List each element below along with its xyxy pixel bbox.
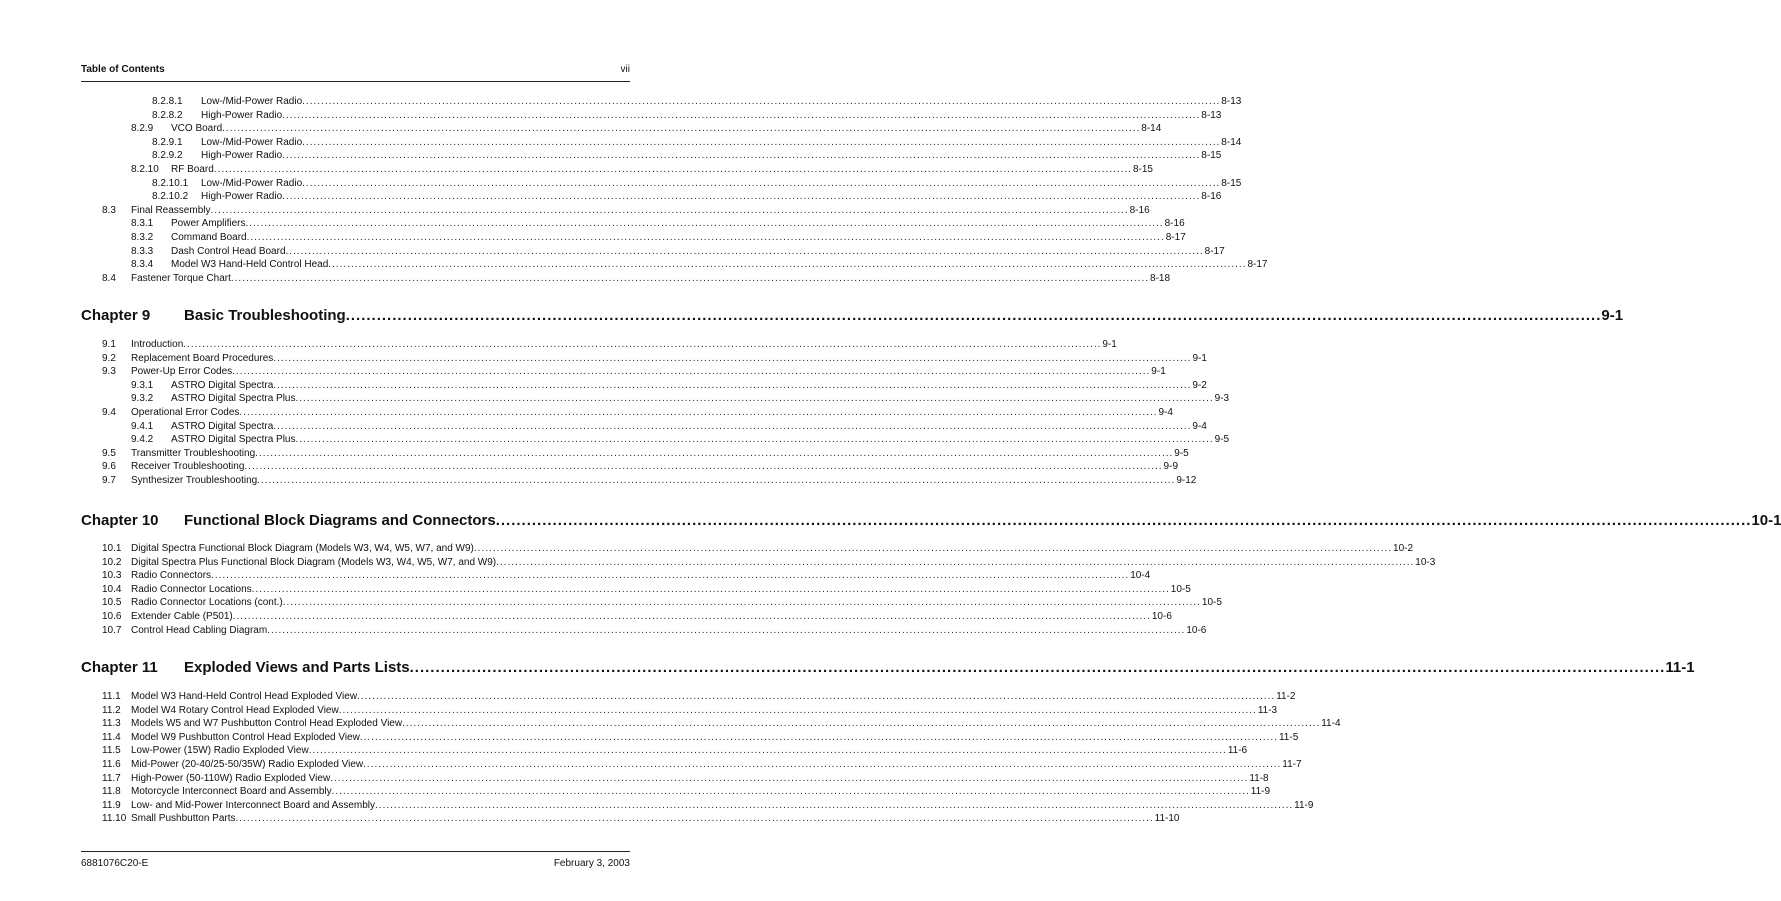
toc-entry[interactable] [0, 352, 1207, 366]
toc-entry-title: Digital Spectra Functional Block Diagram (Models W3, W4, W5, W7, and W9) [131, 543, 474, 554]
toc-entry-number: 10.7 [102, 624, 122, 636]
toc-entry[interactable] [0, 245, 1225, 259]
toc-entry-page: 10-5 [1201, 597, 1222, 609]
toc-entry-title: ASTRO Digital Spectra Plus [171, 434, 296, 446]
toc-entry[interactable] [0, 758, 1302, 772]
toc-entry-number: 10.5 [102, 597, 122, 609]
toc-leader: ................................................................................................................................................................................................................................................... [295, 434, 1214, 446]
toc-entry-page: 8-16 [1129, 204, 1150, 216]
toc-entry[interactable] [0, 163, 1153, 177]
toc-leader: ................................................................................................................................................................................................................................................... [302, 177, 1221, 189]
toc-entry-title: Operational Error Codes [131, 407, 240, 418]
toc-entry[interactable] [0, 258, 1268, 272]
toc-entry-title: High-Power (50-110W) Radio Exploded View [131, 772, 331, 784]
toc-entry-page: 11-8 [1249, 772, 1269, 784]
toc-entry-page: 11-10 [1154, 813, 1180, 825]
toc-leader: ................................................................................................................................................................................................................................................... [375, 799, 1294, 811]
toc-entry-number: 8.2.9 [131, 123, 154, 135]
toc-entry[interactable] [0, 379, 1207, 393]
toc-entry-title: Synthesizer Troubleshooting [131, 475, 258, 486]
toc-entry-number: 8.2.10 [131, 164, 159, 175]
toc-leader: ................................................................................................................................................................................................................................................... [495, 512, 1752, 529]
toc-entry-number: 11.5 [102, 745, 121, 757]
toc-entry[interactable] [0, 785, 1271, 799]
toc-entry-page: 8-18 [1150, 272, 1171, 284]
toc-entry-page: 9-1 [1102, 339, 1117, 350]
toc-entry-title: ASTRO Digital Spectra [171, 420, 274, 432]
toc-entry[interactable] [0, 420, 1207, 434]
toc-entry-number: 9.1 [102, 339, 116, 350]
toc-entry[interactable] [0, 583, 1191, 597]
toc-leader: ................................................................................................................................................................................................................................................... [328, 259, 1247, 271]
toc-entry-number: 11.10 [102, 813, 127, 825]
toc-entry-title: Control Head Cabling Diagram [131, 624, 268, 636]
toc-entry-number: 8.3.3 [131, 245, 154, 257]
toc-entry-page: 11-5 [1278, 731, 1299, 743]
toc-entry-page: 11-9 [1250, 786, 1271, 798]
toc-entry-title: Model W9 Pushbutton Control Head Exploded View [131, 731, 360, 743]
chapter-title: Basic Troubleshooting [184, 307, 346, 324]
toc-entry-page: 11-2 [1276, 691, 1296, 702]
toc-entry-title: Introduction [131, 339, 184, 350]
toc-leader: ................................................................................................................................................................................................................................................... [235, 813, 1154, 825]
chapter-label: Chapter 10 [81, 512, 159, 529]
toc-entry-number: 9.4.1 [131, 420, 154, 432]
toc-leader: ................................................................................................................................................................................................................................................... [222, 123, 1141, 135]
page-header [81, 64, 630, 80]
toc-entry-page: 11-3 [1257, 704, 1278, 716]
toc-entry-number: 9.4.2 [131, 434, 154, 446]
toc-leader: ................................................................................................................................................................................................................................................... [496, 556, 1415, 568]
toc-entry-number: 8.2.10.2 [152, 191, 189, 203]
toc-leader: ................................................................................................................................................................................................................................................... [244, 461, 1163, 473]
toc-entry-title: ASTRO Digital Spectra Plus [171, 393, 296, 405]
toc-entry[interactable] [0, 109, 1222, 123]
toc-entry-page: 10-6 [1186, 624, 1207, 636]
toc-entry[interactable] [0, 596, 1222, 610]
toc-entry-title: Receiver Troubleshooting [131, 461, 245, 473]
toc-entry[interactable] [0, 610, 1172, 624]
toc-leader: ................................................................................................................................................................................................................................................... [245, 218, 1164, 230]
toc-leader: ................................................................................................................................................................................................................................................... [357, 691, 1276, 702]
toc-leader: ................................................................................................................................................................................................................................................... [473, 543, 1393, 554]
toc-entry-page: 11-7 [1282, 759, 1302, 770]
toc-entry-number: 9.3.1 [131, 379, 154, 391]
toc-entry[interactable] [0, 624, 1207, 638]
toc-entry-title: Dash Control Head Board [171, 245, 286, 257]
toc-leader: ................................................................................................................................................................................................................................................... [285, 245, 1204, 257]
header-rule [81, 81, 630, 82]
toc-entry[interactable] [0, 338, 1117, 352]
toc-entry-page: 9-3 [1214, 393, 1230, 405]
toc-entry-number: 10.4 [102, 583, 122, 595]
toc-leader: ................................................................................................................................................................................................................................................... [330, 772, 1249, 784]
toc-leader: ................................................................................................................................................................................................................................................... [273, 352, 1192, 364]
toc-entry[interactable] [0, 474, 1197, 488]
toc-leader: ................................................................................................................................................................................................................................................... [402, 718, 1321, 730]
toc-leader: ................................................................................................................................................................................................................................................... [295, 393, 1214, 405]
toc-entry-page: 9-1 [1192, 352, 1207, 364]
toc-entry-page: 8-16 [1201, 191, 1222, 203]
toc-entry-number: 9.4 [102, 407, 116, 418]
toc-entry[interactable] [0, 272, 1171, 286]
toc-entry-number: 9.7 [102, 475, 116, 486]
toc-entry[interactable] [0, 136, 1242, 150]
toc-entry-number: 8.4 [102, 272, 116, 284]
toc-entry-page: 8-17 [1165, 232, 1186, 243]
toc-entry-page: 9-2 [1192, 379, 1207, 391]
toc-entry-page: 9-1 [1151, 366, 1166, 378]
toc-entry[interactable] [0, 542, 1414, 556]
toc-entry-page: 8-15 [1221, 177, 1242, 189]
toc-leader: ................................................................................................................................................................................................................................................... [213, 164, 1132, 175]
toc-entry-title: Extender Cable (P501) [131, 611, 233, 622]
toc-entry-page: 10-2 [1393, 543, 1414, 554]
toc-entry-title: Power Amplifiers [171, 218, 246, 230]
toc-entry-title: Small Pushbutton Parts [131, 813, 236, 825]
toc-entry[interactable] [0, 406, 1173, 420]
toc-entry[interactable] [0, 704, 1278, 718]
toc-entry-number: 10.3 [102, 570, 122, 582]
toc-entry[interactable] [0, 122, 1162, 136]
toc-leader: ................................................................................................................................................................................................................................................... [331, 786, 1250, 798]
toc-entry-number: 8.3 [102, 204, 116, 216]
toc-entry-page: 8-15 [1201, 150, 1222, 162]
toc-entry-title: RF Board [171, 164, 214, 175]
toc-entry-title: Low- and Mid-Power Interconnect Board and Assembly [131, 799, 376, 811]
toc-entry-title: Model W3 Hand-Held Control Head [171, 259, 329, 271]
toc-entry[interactable] [0, 365, 1166, 379]
toc-entry-title: Radio Connectors [131, 570, 212, 582]
toc-entry-page: 9-4 [1158, 407, 1173, 418]
toc-leader: ................................................................................................................................................................................................................................................... [282, 150, 1201, 162]
chapter-label: Chapter 9 [81, 307, 151, 324]
toc-leader: ................................................................................................................................................................................................................................................... [232, 366, 1151, 378]
toc-entry-page: 10-3 [1415, 556, 1436, 568]
toc-entry[interactable] [0, 204, 1150, 218]
chapter-label: Chapter 11 [81, 659, 158, 676]
toc-leader: ................................................................................................................................................................................................................................................... [267, 624, 1186, 636]
toc-entry-page: 9-4 [1192, 420, 1207, 432]
toc-leader: ................................................................................................................................................................................................................................................... [345, 307, 1602, 324]
toc-leader: ................................................................................................................................................................................................................................................... [308, 745, 1227, 757]
toc-entry[interactable] [0, 433, 1230, 447]
toc-entry-title: Command Board [171, 232, 247, 243]
toc-leader: ................................................................................................................................................................................................................................................... [251, 583, 1170, 595]
chapter-title: Exploded Views and Parts Lists [184, 659, 410, 676]
toc-entry[interactable] [0, 569, 1151, 583]
toc-entry-title: Mid-Power (20-40/25-50/35W) Radio Exploded View [131, 759, 364, 770]
toc-entry[interactable] [0, 744, 1248, 758]
toc-entry-page: 8-17 [1247, 259, 1268, 271]
toc-entry-title: High-Power Radio [201, 191, 283, 203]
toc-entry-title: Low-/Mid-Power Radio [201, 96, 303, 107]
toc-entry[interactable] [0, 447, 1189, 461]
header-title: Table of Contents [81, 64, 165, 75]
toc-entry-title: Radio Connector Locations (cont.) [131, 597, 283, 609]
toc-entry-page: 8-13 [1221, 96, 1242, 107]
chapter-title: Functional Block Diagrams and Connectors [184, 512, 496, 529]
toc-entry-number: 11.9 [102, 799, 121, 811]
toc-entry[interactable] [0, 190, 1222, 204]
toc-leader: ................................................................................................................................................................................................................................................... [273, 420, 1192, 432]
toc-entry[interactable] [0, 95, 1242, 109]
toc-entry-number: 11.6 [102, 759, 121, 770]
chapter-page: 10-1 [1751, 512, 1781, 529]
toc-entry-title: VCO Board [171, 123, 223, 135]
toc-entry-title: Radio Connector Locations [131, 583, 252, 595]
toc-leader: ................................................................................................................................................................................................................................................... [359, 731, 1278, 743]
toc-entry-page: 9-5 [1174, 447, 1189, 459]
toc-entry-title: Low-/Mid-Power Radio [201, 177, 303, 189]
toc-entry[interactable] [0, 217, 1185, 231]
toc-entry-title: Low-/Mid-Power Radio [201, 136, 303, 148]
toc-entry-number: 9.3 [102, 366, 116, 378]
toc-entry-title: Final Reassembly [131, 204, 211, 216]
toc-entry-title: Low-Power (15W) Radio Exploded View [131, 745, 309, 757]
toc-entry-number: 11.8 [102, 786, 121, 798]
toc-leader: ................................................................................................................................................................................................................................................... [239, 407, 1158, 418]
toc-entry-page: 11-9 [1294, 799, 1314, 811]
toc-leader: ................................................................................................................................................................................................................................................... [282, 191, 1201, 203]
toc-entry[interactable] [0, 799, 1314, 813]
toc-entry-page: 8-14 [1221, 136, 1242, 148]
toc-leader: ................................................................................................................................................................................................................................................... [255, 447, 1174, 459]
toc-leader: ................................................................................................................................................................................................................................................... [210, 204, 1129, 216]
toc-entry-title: Replacement Board Procedures [131, 352, 274, 364]
footer-date: February 3, 2003 [553, 858, 630, 869]
toc-entry-number: 9.2 [102, 352, 116, 364]
toc-entry[interactable] [0, 231, 1186, 245]
toc-entry-title: Motorcycle Interconnect Board and Assembly [131, 786, 332, 798]
toc-leader: ................................................................................................................................................................................................................................................... [363, 759, 1282, 770]
chapter-heading[interactable] [81, 658, 1695, 678]
toc-entry-page: 10-6 [1151, 611, 1172, 622]
toc-entry-page: 9-9 [1163, 461, 1178, 473]
chapter-heading[interactable] [81, 306, 1624, 326]
toc-entry-number: 8.2.8.1 [152, 96, 183, 107]
toc-entry-title: High-Power Radio [201, 109, 283, 121]
toc-entry-title: Power-Up Error Codes [131, 366, 233, 378]
toc-entry-number: 10.6 [102, 611, 122, 622]
toc-entry[interactable] [0, 392, 1230, 406]
toc-entry-page: 10-5 [1170, 583, 1191, 595]
footer-rule [81, 851, 630, 852]
toc-entry-page: 9-5 [1214, 434, 1230, 446]
toc-entry-number: 8.2.9.2 [152, 150, 183, 162]
toc-entry-page: 9-12 [1176, 475, 1197, 486]
toc-entry[interactable] [0, 812, 1180, 826]
toc-entry[interactable] [0, 772, 1269, 786]
toc-entry-number: 8.2.8.2 [152, 109, 183, 121]
toc-entry-number: 8.3.1 [131, 218, 154, 230]
toc-entry-number: 11.3 [102, 718, 121, 730]
toc-leader: ................................................................................................................................................................................................................................................... [183, 339, 1102, 350]
toc-entry-title: Digital Spectra Plus Functional Block Diagram (Models W3, W4, W5, W7, and W9) [131, 556, 497, 568]
header-page-number: vii [620, 64, 630, 75]
chapter-heading[interactable] [81, 511, 1781, 531]
toc-entry-number: 9.6 [102, 461, 116, 473]
toc-entry-number: 9.5 [102, 447, 116, 459]
toc-leader: ................................................................................................................................................................................................................................................... [282, 597, 1201, 609]
toc-entry-number: 8.3.2 [131, 232, 154, 243]
toc-entry[interactable] [0, 149, 1222, 163]
toc-leader: ................................................................................................................................................................................................................................................... [338, 704, 1257, 716]
toc-leader: ................................................................................................................................................................................................................................................... [232, 611, 1151, 622]
toc-leader: ................................................................................................................................................................................................................................................... [409, 659, 1666, 676]
toc-entry-number: 8.3.4 [131, 259, 154, 271]
toc-entry[interactable] [0, 460, 1178, 474]
toc-entry[interactable] [0, 717, 1341, 731]
toc-leader: ................................................................................................................................................................................................................................................... [302, 96, 1221, 107]
toc-entry-title: Models W5 and W7 Pushbutton Control Head Exploded View [131, 718, 403, 730]
toc-entry-number: 11.1 [102, 691, 121, 702]
toc-entry-number: 11.4 [102, 731, 121, 743]
toc-entry-number: 8.2.9.1 [152, 136, 183, 148]
chapter-page: 9-1 [1601, 307, 1624, 324]
toc-entry-page: 8-13 [1201, 109, 1222, 121]
toc-entry-title: Transmitter Troubleshooting [131, 447, 256, 459]
toc-leader: ................................................................................................................................................................................................................................................... [257, 475, 1176, 486]
toc-entry-number: 10.2 [102, 556, 122, 568]
toc-leader: ................................................................................................................................................................................................................................................... [211, 570, 1130, 582]
toc-entry-title: Model W3 Hand-Held Control Head Exploded View [131, 691, 358, 702]
toc-entry-number: 9.3.2 [131, 393, 154, 405]
toc-entry-page: 8-14 [1141, 123, 1162, 135]
chapter-page: 11-1 [1665, 659, 1695, 676]
toc-entry-number: 11.7 [102, 772, 121, 784]
toc-leader: ................................................................................................................................................................................................................................................... [273, 379, 1192, 391]
toc-entry-number: 8.2.10.1 [152, 177, 189, 189]
toc-entry-title: High-Power Radio [201, 150, 283, 162]
toc-entry[interactable] [0, 690, 1296, 704]
toc-entry[interactable] [0, 556, 1436, 570]
toc-entry-page: 10-4 [1130, 570, 1151, 582]
toc-entry-title: ASTRO Digital Spectra [171, 379, 274, 391]
toc-entry-page: 8-17 [1204, 245, 1225, 257]
toc-entry-page: 8-16 [1164, 218, 1185, 230]
toc-leader: ................................................................................................................................................................................................................................................... [246, 232, 1165, 243]
toc-entry-page: 11-4 [1321, 718, 1341, 730]
toc-entry-number: 10.1 [102, 543, 122, 554]
toc-entry-title: Model W4 Rotary Control Head Exploded View [131, 704, 339, 716]
toc-entry[interactable] [0, 731, 1299, 745]
footer-doc-id: 6881076C20-E [81, 858, 149, 869]
toc-entry-page: 11-6 [1227, 745, 1248, 757]
toc-entry[interactable] [0, 177, 1242, 191]
toc-leader: ................................................................................................................................................................................................................................................... [230, 272, 1150, 284]
toc-entry-page: 8-15 [1132, 164, 1153, 175]
toc-leader: ................................................................................................................................................................................................................................................... [282, 109, 1201, 121]
toc-entry-title: Fastener Torque Chart [131, 272, 231, 284]
toc-leader: ................................................................................................................................................................................................................................................... [302, 136, 1221, 148]
toc-entry-number: 11.2 [102, 704, 121, 716]
